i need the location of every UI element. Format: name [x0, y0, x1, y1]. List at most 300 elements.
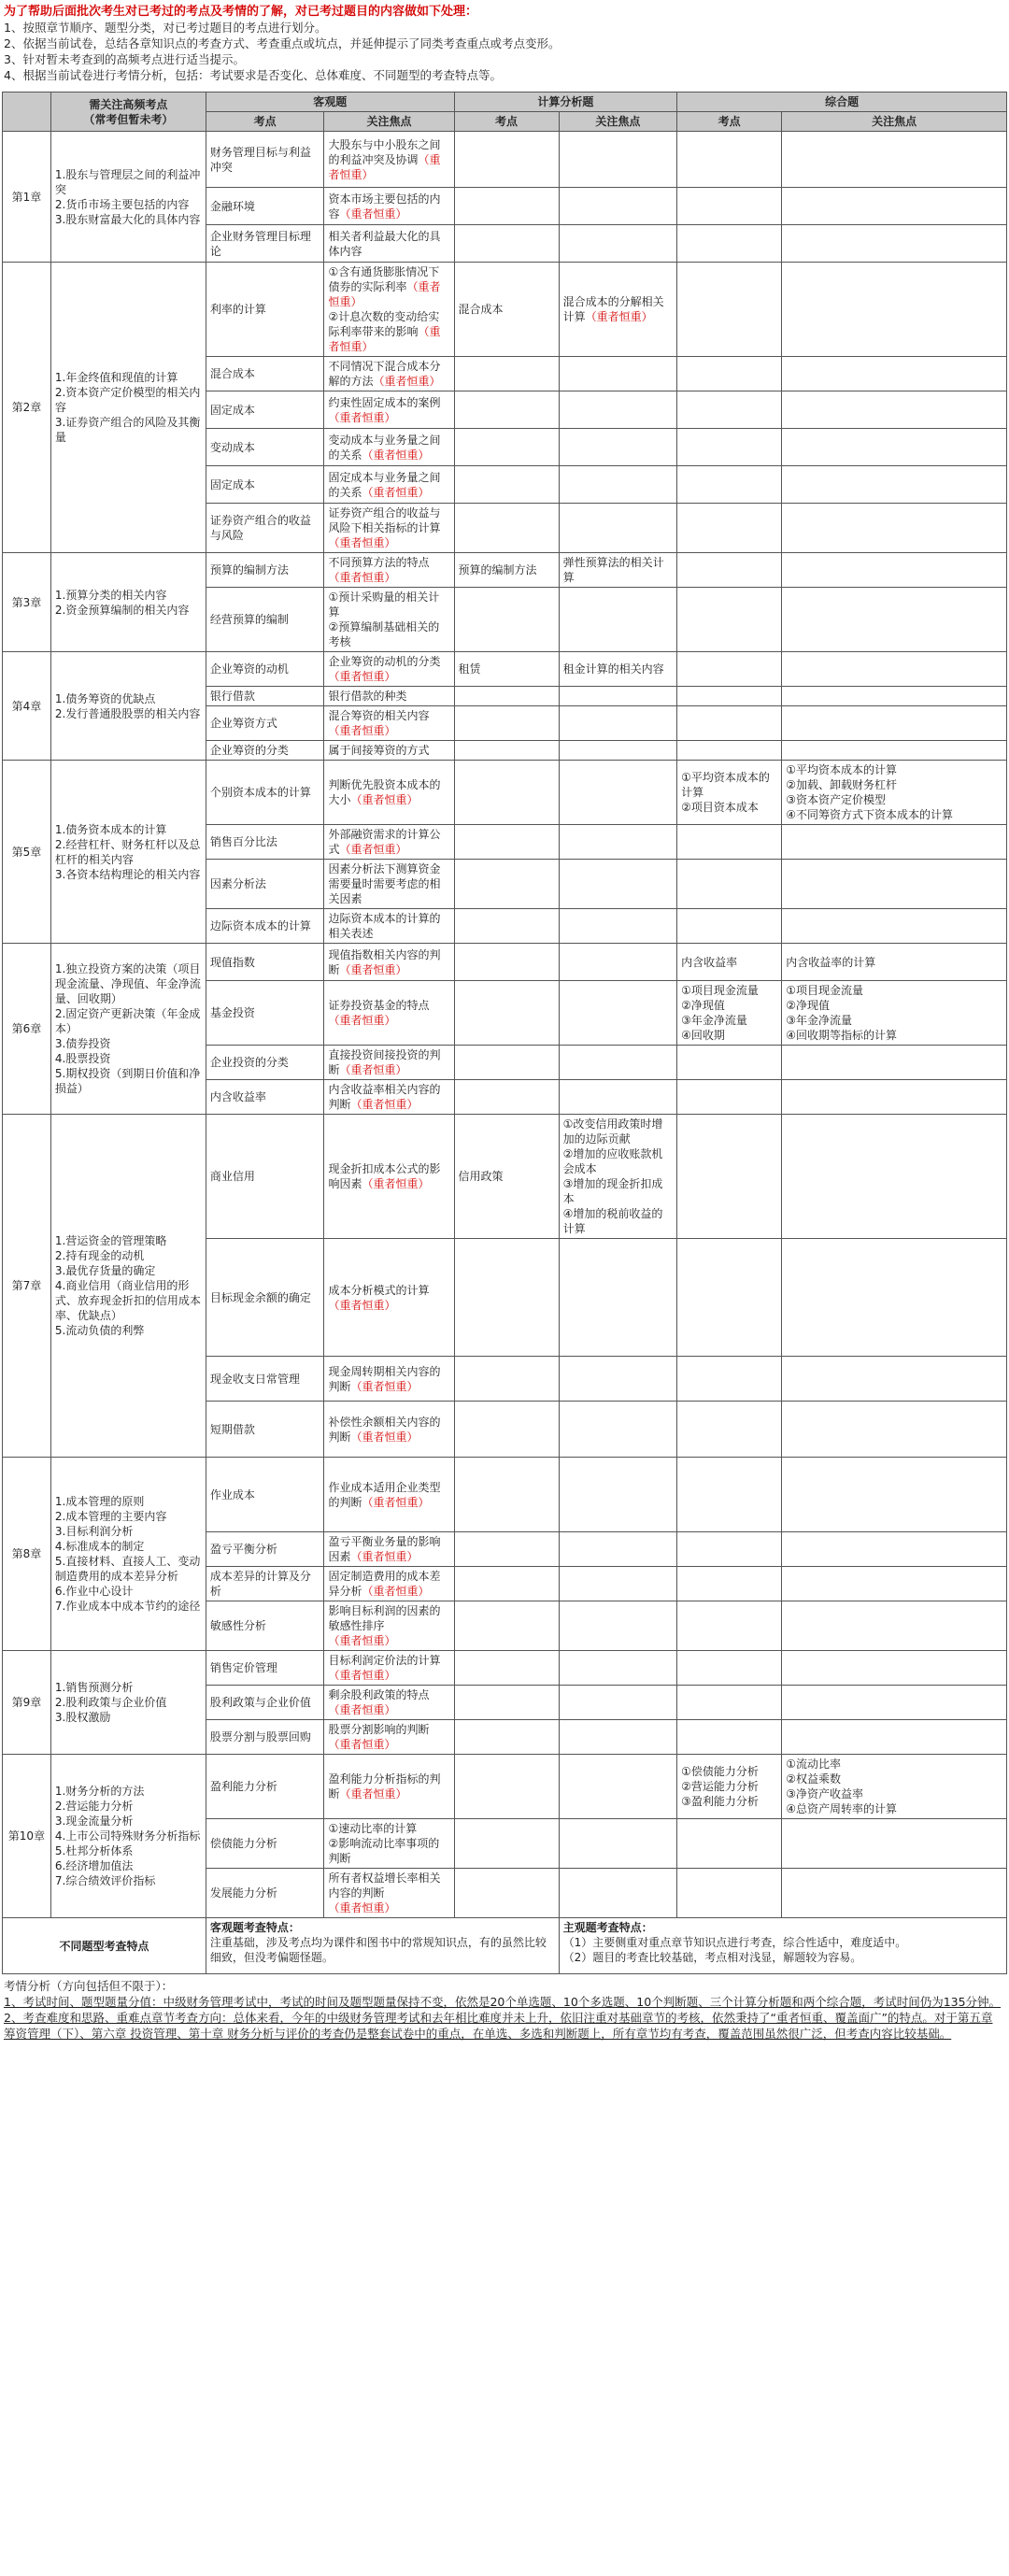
- chapter-cell: 第4章: [3, 652, 51, 761]
- comprehensive-point: [677, 357, 782, 391]
- analysis-p2-body: 总体来看，今年的中级财务管理考试和去年相比难度并未上升，依旧注重对基础章节的考核，依然秉持了“重者恒重、覆盖面广”的特点。对于第五章 筹资管理（下）、第六章 投资管理、第十章 财务分析与评价的考查仍是整套试卷中的重点，在单选、多选和判断题上，所有章节均有考查，覆盖范围虽然很广泛，但考查内容比较基础。: [4, 2011, 993, 2041]
- focus-line: 资本市场主要包括的内容（重者恒重）: [328, 192, 441, 221]
- calc-focus-header: 关注焦点: [559, 112, 677, 132]
- subjective-summary: [559, 1918, 1006, 1974]
- focus-line: 成本分析模式的计算（重者恒重）: [328, 1283, 430, 1312]
- calc-focus: [559, 909, 677, 944]
- emphasis-tag: （重者恒重）: [328, 152, 441, 181]
- calc-point: [454, 1601, 559, 1651]
- objective-focus: [324, 981, 454, 1046]
- comprehensive-focus: [782, 1567, 1007, 1601]
- topic-item: 1.财务分析的方法: [54, 1785, 145, 1798]
- comprehensive-focus: [782, 981, 1007, 1046]
- calc-point: [454, 1567, 559, 1601]
- comprehensive-point: [677, 652, 782, 687]
- comprehensive-focus: [782, 1239, 1007, 1357]
- comp-focus-item: ①项目现金流量: [786, 984, 863, 997]
- objective-focus: [324, 909, 454, 944]
- objective-focus: [324, 225, 454, 263]
- comprehensive-focus: [782, 1651, 1007, 1686]
- emphasis-tag: （重者恒重）: [339, 843, 407, 856]
- calc-focus: [559, 1819, 677, 1869]
- comprehensive-point: [677, 1080, 782, 1115]
- high-frequency-header: [50, 93, 206, 132]
- calc-focus: [559, 1402, 677, 1458]
- comprehensive-point: [677, 1567, 782, 1601]
- emphasis-tag: （重者恒重）: [328, 325, 441, 353]
- focus-line: 属于间接筹资的方式: [328, 744, 430, 757]
- objective-focus: [324, 1869, 454, 1918]
- comprehensive-focus: [782, 357, 1007, 391]
- focus-line: 股票分割影响的判断（重者恒重）: [328, 1723, 430, 1751]
- calc-focus: [559, 1080, 677, 1115]
- objective-header: 客观题: [206, 93, 454, 112]
- objective-focus: [324, 504, 454, 553]
- calc-point: [454, 429, 559, 466]
- comp-point-item: ③年金净流量: [681, 1014, 747, 1027]
- comp-point-item: ④回收期: [681, 1029, 725, 1042]
- comprehensive-point: [677, 225, 782, 263]
- comp-point-item: ①项目现金流量: [681, 984, 759, 997]
- comprehensive-point-header: 考点: [677, 112, 782, 132]
- calc-point: [454, 1651, 559, 1686]
- comprehensive-focus: [782, 553, 1007, 588]
- comprehensive-focus: [782, 504, 1007, 553]
- objective-summary-title: 客观题考查特点：: [209, 1921, 300, 1934]
- objective-point: 变动成本: [206, 429, 324, 466]
- emphasis-tag: （重者恒重）: [328, 1634, 396, 1647]
- objective-point: 金融环境: [206, 188, 324, 225]
- objective-focus: [324, 1080, 454, 1115]
- objective-focus: [324, 1686, 454, 1720]
- topic-item: 7.综合绩效评价指标: [54, 1874, 156, 1887]
- emphasis-tag: （重者恒重）: [328, 1014, 396, 1027]
- objective-focus: [324, 357, 454, 391]
- comprehensive-focus: [782, 706, 1007, 741]
- calc-point: [454, 706, 559, 741]
- comprehensive-focus: [782, 1755, 1007, 1819]
- objective-point: 盈利能力分析: [206, 1755, 324, 1819]
- emphasis-tag: （重者恒重）: [362, 1495, 430, 1509]
- topic-item: 2.营运能力分析: [54, 1800, 134, 1813]
- chapter-cell: 第2章: [3, 263, 51, 553]
- focus-line: ③增加的现金折扣成本: [562, 1177, 663, 1205]
- topic-item: 4.标准成本的制定: [54, 1540, 145, 1553]
- comprehensive-point: [677, 909, 782, 944]
- focus-line: ②影响流动比率事项的判断: [328, 1837, 440, 1865]
- analysis-title: 考情分析（方向包括但不限于）：: [4, 1979, 174, 1993]
- analysis-paragraph-2: [4, 2010, 1005, 2042]
- focus-line: 现金折扣成本公式的影响因素（重者恒重）: [328, 1162, 441, 1190]
- intro-line: 2、依据当前试卷，总结各章知识点的考查方式、考查重点或坑点，并延伸提示了同类考查重点或考点变形。: [4, 36, 561, 50]
- objective-focus: [324, 588, 454, 652]
- focus-line: 固定制造费用的成本差异分析（重者恒重）: [328, 1570, 441, 1598]
- calc-point: [454, 761, 559, 825]
- table-row: [3, 1651, 1007, 1686]
- comp-focus-item: ②净现值: [786, 999, 830, 1012]
- table-row: [3, 132, 1007, 188]
- high-frequency-topics: [50, 944, 206, 1115]
- objective-focus: [324, 1115, 454, 1239]
- comprehensive-point: [677, 761, 782, 825]
- comprehensive-focus: [782, 225, 1007, 263]
- objective-focus: [324, 263, 454, 357]
- focus-line: 混合成本的分解相关计算（重者恒重）: [562, 295, 664, 323]
- comprehensive-focus: [782, 1601, 1007, 1651]
- comp-point-item: ②净现值: [681, 999, 725, 1012]
- objective-point: 发展能力分析: [206, 1869, 324, 1918]
- topic-item: 1.债务资本成本的计算: [54, 822, 167, 836]
- objective-focus: [324, 825, 454, 860]
- comp-focus-item: ③年金净流量: [786, 1014, 852, 1027]
- calc-point: [454, 588, 559, 652]
- focus-line: 银行借款的种类: [328, 690, 407, 703]
- emphasis-tag: （重者恒重）: [328, 410, 396, 424]
- objective-focus: [324, 1046, 454, 1080]
- focus-line: ④增加的税前收益的计算: [562, 1207, 663, 1235]
- calc-point: [454, 944, 559, 981]
- calc-focus: [559, 504, 677, 553]
- emphasis-tag: （重者恒重）: [328, 1738, 396, 1751]
- focus-line: 剩余股利政策的特点（重者恒重）: [328, 1688, 430, 1716]
- comp-point-item: 内含收益率: [681, 955, 738, 969]
- calc-point: [454, 1046, 559, 1080]
- comprehensive-focus: [782, 1046, 1007, 1080]
- comprehensive-point: [677, 860, 782, 909]
- topic-item: 1.营运资金的管理策略: [54, 1234, 167, 1247]
- objective-point: 边际资本成本的计算: [206, 909, 324, 944]
- chapter-cell: 第9章: [3, 1651, 51, 1755]
- topic-item: 2.发行普通股股票的相关内容: [54, 706, 201, 720]
- calc-focus: [559, 1601, 677, 1651]
- objective-point: 银行借款: [206, 687, 324, 706]
- topic-item: 1.债务筹资的优缺点: [54, 691, 156, 705]
- comp-focus-item: 内含收益率的计算: [786, 955, 876, 969]
- calc-focus: [559, 429, 677, 466]
- comprehensive-point: [677, 466, 782, 504]
- topic-item: 6.作业中心设计: [54, 1585, 134, 1598]
- calc-focus: [559, 687, 677, 706]
- topic-item: 6.经济增加值法: [54, 1859, 134, 1872]
- focus-line: 证券资产组合的收益与风险下相关指标的计算（重者恒重）: [328, 506, 441, 549]
- calc-focus: [559, 1755, 677, 1819]
- table-row: [3, 553, 1007, 588]
- objective-point: 股票分割与股票回购: [206, 1720, 324, 1755]
- focus-line: 盈亏平衡业务量的影响因素（重者恒重）: [328, 1535, 441, 1563]
- focus-line: 混合筹资的相关内容（重者恒重）: [328, 709, 430, 737]
- comp-focus-item: ②权益乘数: [786, 1772, 841, 1786]
- calc-focus: [559, 1686, 677, 1720]
- comprehensive-point: [677, 1046, 782, 1080]
- topic-item: 2.股利政策与企业价值: [54, 1696, 167, 1709]
- focus-line: 弹性预算法的相关计算: [562, 556, 664, 584]
- intro-section: [0, 0, 1009, 92]
- calc-point: [454, 1458, 559, 1532]
- calc-focus: [559, 944, 677, 981]
- comp-point-item: ②营运能力分析: [681, 1780, 759, 1793]
- objective-focus: [324, 1651, 454, 1686]
- emphasis-tag: （重者恒重）: [350, 1550, 419, 1563]
- comprehensive-point: [677, 825, 782, 860]
- objective-point: 商业信用: [206, 1115, 324, 1239]
- analysis-p1-head: 1、考试时间、题型题量分值：: [4, 1995, 163, 2009]
- comp-focus-item: ④总资产周转率的计算: [786, 1802, 897, 1815]
- comp-focus-item: ④不同筹资方式下资本成本的计算: [786, 808, 953, 821]
- comprehensive-point: [677, 1601, 782, 1651]
- comprehensive-focus: [782, 652, 1007, 687]
- calc-point: [454, 909, 559, 944]
- comprehensive-point: [677, 553, 782, 588]
- emphasis-tag: （重者恒重）: [328, 724, 396, 737]
- calc-focus: [559, 1651, 677, 1686]
- focus-line: ①改变信用政策时增加的边际贡献: [562, 1117, 663, 1146]
- topic-item: 4.上市公司特殊财务分析指标: [54, 1829, 201, 1843]
- calc-focus: [559, 466, 677, 504]
- comprehensive-focus: [782, 1080, 1007, 1115]
- objective-focus: [324, 761, 454, 825]
- topic-item: 3.最优存货量的确定: [54, 1264, 156, 1277]
- comprehensive-focus: [782, 1532, 1007, 1567]
- calc-focus: [559, 741, 677, 761]
- calc-point: [454, 1819, 559, 1869]
- comprehensive-focus: [782, 825, 1007, 860]
- analysis-p2-head: 2、考查难度和思路、重难点章节考查方向：: [4, 2011, 234, 2025]
- high-frequency-topics: [50, 263, 206, 553]
- comprehensive-point: [677, 1869, 782, 1918]
- objective-point: 企业筹资方式: [206, 706, 324, 741]
- objective-focus: [324, 706, 454, 741]
- objective-point: 因素分析法: [206, 860, 324, 909]
- table-row: [3, 263, 1007, 357]
- comp-point-item: ①平均资本成本的计算: [681, 771, 770, 799]
- chapter-header: [3, 93, 51, 132]
- emphasis-tag: （重者恒重）: [339, 206, 407, 221]
- objective-focus: [324, 391, 454, 429]
- calc-point-header: 考点: [454, 112, 559, 132]
- calc-point: [454, 1720, 559, 1755]
- comprehensive-point: [677, 706, 782, 741]
- comp-focus-item: ④回收期等指标的计算: [786, 1029, 897, 1042]
- objective-point: 证券资产组合的收益与风险: [206, 504, 324, 553]
- high-frequency-topics: [50, 761, 206, 944]
- focus-line: 大股东与中小股东之间的利益冲突及协调（重者恒重）: [328, 137, 441, 181]
- focus-line: 所有者权益增长率相关内容的判断（重者恒重）: [328, 1872, 441, 1914]
- comprehensive-point: [677, 1402, 782, 1458]
- calc-point: [454, 225, 559, 263]
- emphasis-tag: （重者恒重）: [350, 1098, 419, 1111]
- focus-line: ②增加的应收账款机会成本: [562, 1147, 663, 1175]
- chapter-cell: 第3章: [3, 553, 51, 652]
- comprehensive-focus: [782, 1458, 1007, 1532]
- objective-focus: [324, 466, 454, 504]
- objective-focus: [324, 741, 454, 761]
- emphasis-tag: （重者恒重）: [328, 1901, 396, 1914]
- chapter-cell: 第8章: [3, 1458, 51, 1651]
- focus-line: 不同预算方法的特点（重者恒重）: [328, 556, 430, 584]
- comprehensive-focus: [782, 761, 1007, 825]
- calc-focus: [559, 1567, 677, 1601]
- comprehensive-focus: [782, 741, 1007, 761]
- high-frequency-header-title: 需关注高频考点: [89, 97, 168, 111]
- emphasis-tag: （重者恒重）: [350, 1430, 419, 1444]
- focus-line: 补偿性余额相关内容的判断（重者恒重）: [328, 1415, 441, 1444]
- objective-point: 作业成本: [206, 1458, 324, 1532]
- topic-item: 5.流动负债的利弊: [54, 1324, 145, 1337]
- topic-item: 4.商业信用（商业信用的形式、放弃现金折扣的信用成本率、优缺点）: [54, 1279, 201, 1322]
- objective-focus: [324, 944, 454, 981]
- calc-point: [454, 188, 559, 225]
- calc-header: 计算分析题: [454, 93, 677, 112]
- calc-point: [454, 1357, 559, 1402]
- comprehensive-focus: [782, 1402, 1007, 1458]
- calc-point: [454, 357, 559, 391]
- emphasis-tag: （重者恒重）: [362, 1585, 430, 1598]
- topic-item: 3.债券投资: [54, 1037, 111, 1050]
- objective-focus: [324, 1601, 454, 1651]
- comprehensive-focus: [782, 1819, 1007, 1869]
- subjective-summary-line: （1）主要侧重对重点章节知识点进行考查，综合性适中，难度适中。: [562, 1936, 907, 1949]
- emphasis-tag: （重者恒重）: [585, 310, 653, 323]
- comprehensive-point: [677, 132, 782, 188]
- focus-line: 现金周转期相关内容的判断（重者恒重）: [328, 1364, 441, 1393]
- calc-point: [454, 504, 559, 553]
- calc-focus: [559, 1046, 677, 1080]
- objective-focus: [324, 188, 454, 225]
- comprehensive-point: [677, 1755, 782, 1819]
- calc-point: [454, 391, 559, 429]
- comprehensive-point: [677, 741, 782, 761]
- comprehensive-point: [677, 1115, 782, 1239]
- topic-item: 5.期权投资（到期日价值和净损益）: [54, 1067, 201, 1095]
- calc-focus: [559, 981, 677, 1046]
- calc-point: 混合成本: [454, 263, 559, 357]
- comprehensive-focus: [782, 687, 1007, 706]
- focus-line: 边际资本成本的计算的相关表述: [328, 912, 441, 940]
- focus-line: 变动成本与业务量之间的关系（重者恒重）: [328, 433, 441, 462]
- intro-line: 4、根据当前试卷进行考情分析，包括：考试要求是否变化、总体难度、不同题型的考查特点等。: [4, 68, 502, 82]
- comp-point-item: ③盈利能力分析: [681, 1795, 759, 1808]
- topic-item: 2.持有现金的动机: [54, 1249, 145, 1262]
- comprehensive-focus: [782, 429, 1007, 466]
- topic-item: 2.固定资产更新决策（年金成本）: [54, 1007, 201, 1035]
- objective-point: 现金收支日常管理: [206, 1357, 324, 1402]
- table-row: [3, 1755, 1007, 1819]
- comp-focus-item: ①平均资本成本的计算: [786, 763, 897, 776]
- emphasis-tag: （重者恒重）: [328, 1703, 396, 1716]
- focus-line: 证券投资基金的特点（重者恒重）: [328, 999, 430, 1027]
- summary-label: 不同题型考查特点: [3, 1918, 206, 1974]
- objective-focus: [324, 1239, 454, 1357]
- calc-point: 预算的编制方法: [454, 553, 559, 588]
- objective-summary: [206, 1918, 559, 1974]
- topic-item: 2.货币市场主要包括的内容: [54, 197, 190, 211]
- focus-line: 相关者利益最大化的具体内容: [328, 229, 441, 258]
- objective-point: 基金投资: [206, 981, 324, 1046]
- focus-line: 内含收益率相关内容的判断（重者恒重）: [328, 1083, 441, 1111]
- calc-focus: [559, 357, 677, 391]
- objective-focus: [324, 1458, 454, 1532]
- objective-point: 利率的计算: [206, 263, 324, 357]
- comprehensive-focus: [782, 466, 1007, 504]
- calc-focus: [559, 553, 677, 588]
- comp-point-item: ①偿债能力分析: [681, 1765, 759, 1778]
- chapter-cell: 第7章: [3, 1115, 51, 1458]
- comprehensive-focus: [782, 1720, 1007, 1755]
- comprehensive-focus: [782, 944, 1007, 981]
- objective-focus: [324, 132, 454, 188]
- focus-line: 外部融资需求的计算公式（重者恒重）: [328, 828, 441, 856]
- analysis-section: [0, 1974, 1009, 2045]
- comp-focus-item: ②加载、卸载财务杠杆: [786, 778, 897, 791]
- high-frequency-header-sub: （常考但暂未考）: [83, 112, 174, 126]
- comprehensive-point: [677, 687, 782, 706]
- comprehensive-point: [677, 1357, 782, 1402]
- high-frequency-topics: [50, 1115, 206, 1458]
- objective-point: 目标现金余额的确定: [206, 1239, 324, 1357]
- high-frequency-topics: [50, 652, 206, 761]
- comprehensive-point: [677, 588, 782, 652]
- table-row: [3, 652, 1007, 687]
- objective-point: 销售百分比法: [206, 825, 324, 860]
- objective-point: 盈亏平衡分析: [206, 1532, 324, 1567]
- calc-point: [454, 860, 559, 909]
- calc-point: [454, 1402, 559, 1458]
- objective-point: 固定成本: [206, 391, 324, 429]
- objective-point: 内含收益率: [206, 1080, 324, 1115]
- high-frequency-topics: [50, 553, 206, 652]
- focus-line: 直接投资间接投资的判断（重者恒重）: [328, 1048, 441, 1076]
- comprehensive-point: [677, 1532, 782, 1567]
- comprehensive-point: [677, 263, 782, 357]
- objective-focus: [324, 1532, 454, 1567]
- topic-item: 2.资金预算编制的相关内容: [54, 603, 190, 617]
- comprehensive-focus: [782, 1357, 1007, 1402]
- calc-focus: [559, 1458, 677, 1532]
- comprehensive-point: [677, 1239, 782, 1357]
- calc-focus: [559, 1869, 677, 1918]
- topic-item: 1.预算分类的相关内容: [54, 588, 167, 602]
- objective-point: 股利政策与企业价值: [206, 1686, 324, 1720]
- objective-point: 偿债能力分析: [206, 1819, 324, 1869]
- comprehensive-header: 综合题: [677, 93, 1007, 112]
- calc-point: [454, 981, 559, 1046]
- topic-item: 2.资本资产定价模型的相关内容: [54, 386, 201, 414]
- calc-focus: [559, 225, 677, 263]
- calc-focus: [559, 652, 677, 687]
- comprehensive-focus: [782, 588, 1007, 652]
- focus-line: 判断优先股资本成本的大小（重者恒重）: [328, 778, 441, 806]
- objective-focus: [324, 553, 454, 588]
- focus-line: 现值指数相关内容的判断（重者恒重）: [328, 947, 441, 976]
- objective-point: 企业投资的分类: [206, 1046, 324, 1080]
- calc-point: [454, 1532, 559, 1567]
- topic-item: 5.杜邦分析体系: [54, 1844, 134, 1857]
- emphasis-tag: （重者恒重）: [362, 485, 430, 499]
- emphasis-tag: （重者恒重）: [328, 670, 396, 683]
- calc-focus: [559, 860, 677, 909]
- comp-focus-item: ①流动比率: [786, 1758, 841, 1771]
- objective-point: 成本差异的计算及分析: [206, 1567, 324, 1601]
- calc-point: [454, 1869, 559, 1918]
- emphasis-tag: （重者恒重）: [328, 536, 396, 549]
- comprehensive-point: [677, 1651, 782, 1686]
- calc-point: [454, 1080, 559, 1115]
- objective-point: 财务管理目标与利益冲突: [206, 132, 324, 188]
- comprehensive-point: [677, 504, 782, 553]
- chapter-cell: 第6章: [3, 944, 51, 1115]
- intro-line: 1、按照章节顺序、题型分类，对已考过题目的考点进行划分。: [4, 21, 327, 35]
- comprehensive-point: [677, 188, 782, 225]
